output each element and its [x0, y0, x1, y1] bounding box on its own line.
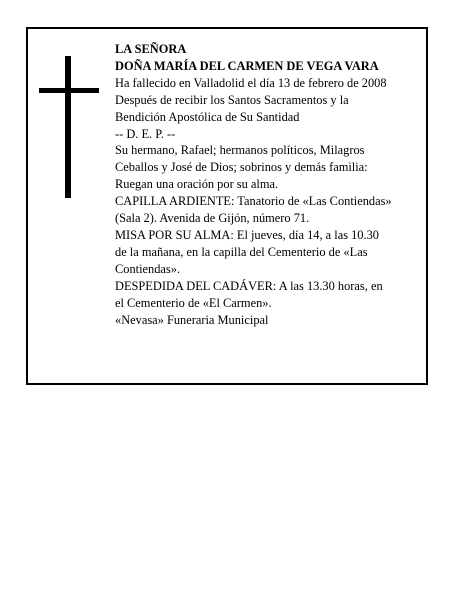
notice-chapel-line-2: (Sala 2). Avenida de Gijón, número 71.	[115, 211, 310, 226]
cross-horizontal-bar	[39, 88, 99, 93]
notice-funeral-home-line: «Nevasa» Funeraria Municipal	[115, 312, 269, 327]
notice-mass-line-2: de la mañana, en la capilla del Cementerio de «Las	[115, 244, 368, 259]
notice-rip-line: -- D. E. P. --	[115, 126, 176, 141]
latin-cross-icon	[39, 56, 99, 198]
cross-vertical-bar	[65, 56, 71, 198]
notice-heading-title: LA SEÑORA	[115, 42, 187, 56]
notice-mass-line-3: Contiendas».	[115, 261, 181, 276]
notice-family-line-2: Ceballos y José de Dios; sobrinos y demás familia:	[115, 160, 368, 175]
notice-death-line: Ha fallecido en Valladolid el día 13 de febrero de 2008	[115, 75, 387, 90]
notice-sacraments-line-2: Bendición Apostólica de Su Santidad	[115, 109, 300, 124]
notice-chapel-line-1: CAPILLA ARDIENTE: Tanatorio de «Las Contiendas»	[115, 194, 392, 209]
obituary-notice	[26, 27, 428, 385]
notice-sacraments-line-1: Después de recibir los Santos Sacramentos y la	[115, 92, 349, 107]
notice-deceased-name: DOÑA MARÍA DEL CARMEN DE VEGA VARA	[115, 58, 379, 73]
notice-mass-line-1: MISA POR SU ALMA: El jueves, día 14, a las 10.30	[115, 227, 379, 242]
notice-text-block	[115, 41, 425, 328]
notice-family-line-1: Su hermano, Rafael; hermanos políticos, Milagros	[115, 143, 365, 158]
notice-prayer-line: Ruegan una oración por su alma.	[115, 177, 279, 192]
notice-farewell-line-1: DESPEDIDA DEL CADÁVER: A las 13.30 horas, en	[115, 278, 383, 293]
notice-farewell-line-2: el Cementerio de «El Carmen».	[115, 295, 272, 310]
